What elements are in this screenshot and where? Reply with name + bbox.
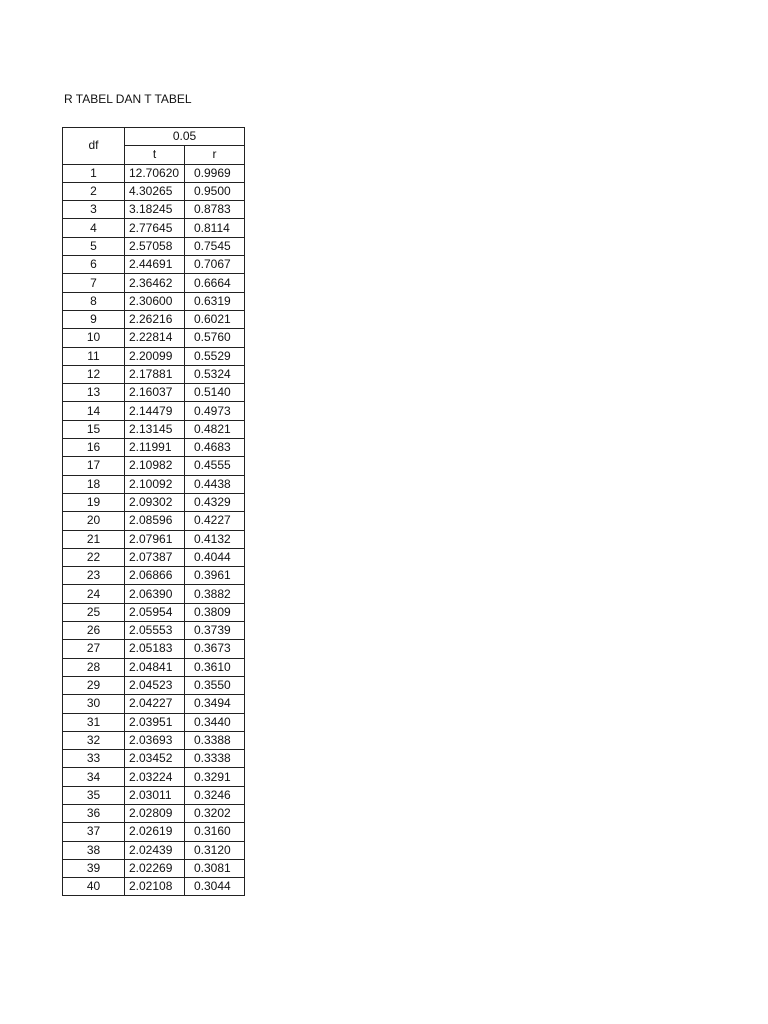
t-value-cell: 2.06866 bbox=[125, 567, 185, 585]
df-cell: 39 bbox=[63, 859, 125, 877]
table-row bbox=[63, 713, 245, 731]
t-value-cell: 2.11991 bbox=[125, 439, 185, 457]
table-row bbox=[63, 768, 245, 786]
df-cell: 26 bbox=[63, 622, 125, 640]
r-value-cell: 0.5760 bbox=[185, 329, 245, 347]
df-cell: 16 bbox=[63, 439, 125, 457]
t-value-cell: 2.02619 bbox=[125, 823, 185, 841]
r-value-cell: 0.3291 bbox=[185, 768, 245, 786]
t-value-cell: 3.18245 bbox=[125, 201, 185, 219]
t-value-cell: 2.77645 bbox=[125, 219, 185, 237]
r-value-cell: 0.6021 bbox=[185, 310, 245, 328]
t-value-cell: 2.30600 bbox=[125, 292, 185, 310]
r-value-cell: 0.4555 bbox=[185, 457, 245, 475]
table-row bbox=[63, 676, 245, 694]
t-value-cell: 2.26216 bbox=[125, 310, 185, 328]
df-cell: 14 bbox=[63, 402, 125, 420]
table-row bbox=[63, 237, 245, 255]
table-row bbox=[63, 640, 245, 658]
t-value-cell: 2.03452 bbox=[125, 750, 185, 768]
t-value-cell: 2.02809 bbox=[125, 804, 185, 822]
table-row bbox=[63, 274, 245, 292]
table-row bbox=[63, 182, 245, 200]
alpha-header: 0.05 bbox=[125, 128, 245, 146]
df-cell: 1 bbox=[63, 164, 125, 182]
t-value-cell: 2.09302 bbox=[125, 493, 185, 511]
table-row bbox=[63, 622, 245, 640]
t-value-cell: 2.03951 bbox=[125, 713, 185, 731]
r-value-cell: 0.4821 bbox=[185, 420, 245, 438]
df-cell: 4 bbox=[63, 219, 125, 237]
t-value-cell: 2.57058 bbox=[125, 237, 185, 255]
table-row bbox=[63, 329, 245, 347]
r-value-cell: 0.3882 bbox=[185, 585, 245, 603]
df-column-header: df bbox=[63, 128, 125, 165]
r-t-table bbox=[62, 127, 245, 896]
t-value-cell: 2.03693 bbox=[125, 731, 185, 749]
t-value-cell: 2.05183 bbox=[125, 640, 185, 658]
df-cell: 22 bbox=[63, 548, 125, 566]
r-value-cell: 0.6319 bbox=[185, 292, 245, 310]
df-cell: 8 bbox=[63, 292, 125, 310]
r-value-cell: 0.3739 bbox=[185, 622, 245, 640]
table-row bbox=[63, 603, 245, 621]
r-value-cell: 0.3610 bbox=[185, 658, 245, 676]
table-row bbox=[63, 420, 245, 438]
r-value-cell: 0.3440 bbox=[185, 713, 245, 731]
r-value-cell: 0.7067 bbox=[185, 256, 245, 274]
df-cell: 17 bbox=[63, 457, 125, 475]
r-value-cell: 0.4227 bbox=[185, 512, 245, 530]
df-cell: 28 bbox=[63, 658, 125, 676]
df-cell: 33 bbox=[63, 750, 125, 768]
r-value-cell: 0.4973 bbox=[185, 402, 245, 420]
t-value-cell: 2.05954 bbox=[125, 603, 185, 621]
t-value-cell: 12.70620 bbox=[125, 164, 185, 182]
table-row bbox=[63, 201, 245, 219]
r-value-cell: 0.3809 bbox=[185, 603, 245, 621]
df-cell: 32 bbox=[63, 731, 125, 749]
t-value-cell: 2.04841 bbox=[125, 658, 185, 676]
df-cell: 38 bbox=[63, 841, 125, 859]
table-row bbox=[63, 475, 245, 493]
t-value-cell: 2.14479 bbox=[125, 402, 185, 420]
df-cell: 13 bbox=[63, 384, 125, 402]
df-cell: 11 bbox=[63, 347, 125, 365]
t-value-cell: 2.02439 bbox=[125, 841, 185, 859]
t-value-cell: 4.30265 bbox=[125, 182, 185, 200]
r-value-cell: 0.3673 bbox=[185, 640, 245, 658]
r-value-cell: 0.3961 bbox=[185, 567, 245, 585]
r-value-cell: 0.8783 bbox=[185, 201, 245, 219]
df-cell: 19 bbox=[63, 493, 125, 511]
df-cell: 15 bbox=[63, 420, 125, 438]
r-value-cell: 0.4683 bbox=[185, 439, 245, 457]
table-row bbox=[63, 512, 245, 530]
r-column-header: r bbox=[185, 146, 245, 164]
df-cell: 27 bbox=[63, 640, 125, 658]
t-value-cell: 2.17881 bbox=[125, 365, 185, 383]
t-value-cell: 2.13145 bbox=[125, 420, 185, 438]
df-cell: 23 bbox=[63, 567, 125, 585]
df-cell: 9 bbox=[63, 310, 125, 328]
table-row bbox=[63, 439, 245, 457]
r-value-cell: 0.4329 bbox=[185, 493, 245, 511]
t-value-cell: 2.03224 bbox=[125, 768, 185, 786]
document-title: R TABEL DAN T TABEL bbox=[64, 92, 192, 106]
table-row bbox=[63, 164, 245, 182]
r-value-cell: 0.5529 bbox=[185, 347, 245, 365]
table-row bbox=[63, 256, 245, 274]
table-row bbox=[63, 585, 245, 603]
t-value-cell: 2.20099 bbox=[125, 347, 185, 365]
r-value-cell: 0.3044 bbox=[185, 878, 245, 896]
r-value-cell: 0.3081 bbox=[185, 859, 245, 877]
df-cell: 7 bbox=[63, 274, 125, 292]
df-cell: 12 bbox=[63, 365, 125, 383]
df-cell: 34 bbox=[63, 768, 125, 786]
r-value-cell: 0.3246 bbox=[185, 786, 245, 804]
t-value-cell: 2.36462 bbox=[125, 274, 185, 292]
df-cell: 36 bbox=[63, 804, 125, 822]
table-row bbox=[63, 347, 245, 365]
table-row bbox=[63, 878, 245, 896]
table-row bbox=[63, 750, 245, 768]
df-cell: 10 bbox=[63, 329, 125, 347]
table-row bbox=[63, 804, 245, 822]
table-row bbox=[63, 292, 245, 310]
df-cell: 37 bbox=[63, 823, 125, 841]
df-cell: 3 bbox=[63, 201, 125, 219]
r-value-cell: 0.3338 bbox=[185, 750, 245, 768]
table-row bbox=[63, 859, 245, 877]
table-row bbox=[63, 384, 245, 402]
df-cell: 31 bbox=[63, 713, 125, 731]
df-cell: 25 bbox=[63, 603, 125, 621]
t-value-cell: 2.07387 bbox=[125, 548, 185, 566]
t-value-cell: 2.04523 bbox=[125, 676, 185, 694]
t-column-header: t bbox=[125, 146, 185, 164]
t-value-cell: 2.06390 bbox=[125, 585, 185, 603]
df-cell: 20 bbox=[63, 512, 125, 530]
table-row bbox=[63, 493, 245, 511]
df-cell: 30 bbox=[63, 695, 125, 713]
table-row bbox=[63, 823, 245, 841]
table-row bbox=[63, 402, 245, 420]
r-value-cell: 0.3160 bbox=[185, 823, 245, 841]
table-row bbox=[63, 786, 245, 804]
df-cell: 5 bbox=[63, 237, 125, 255]
df-cell: 40 bbox=[63, 878, 125, 896]
table-row bbox=[63, 567, 245, 585]
df-cell: 35 bbox=[63, 786, 125, 804]
r-value-cell: 0.4438 bbox=[185, 475, 245, 493]
table-row bbox=[63, 310, 245, 328]
t-value-cell: 2.44691 bbox=[125, 256, 185, 274]
r-value-cell: 0.3388 bbox=[185, 731, 245, 749]
table-body bbox=[63, 164, 245, 896]
t-value-cell: 2.10982 bbox=[125, 457, 185, 475]
df-cell: 2 bbox=[63, 182, 125, 200]
r-value-cell: 0.5140 bbox=[185, 384, 245, 402]
t-value-cell: 2.07961 bbox=[125, 530, 185, 548]
table-row bbox=[63, 731, 245, 749]
table-row bbox=[63, 841, 245, 859]
t-value-cell: 2.02108 bbox=[125, 878, 185, 896]
t-value-cell: 2.05553 bbox=[125, 622, 185, 640]
df-cell: 29 bbox=[63, 676, 125, 694]
r-value-cell: 0.4132 bbox=[185, 530, 245, 548]
r-value-cell: 0.3550 bbox=[185, 676, 245, 694]
r-value-cell: 0.7545 bbox=[185, 237, 245, 255]
t-value-cell: 2.16037 bbox=[125, 384, 185, 402]
table-row bbox=[63, 365, 245, 383]
t-value-cell: 2.03011 bbox=[125, 786, 185, 804]
table-row bbox=[63, 548, 245, 566]
r-value-cell: 0.3120 bbox=[185, 841, 245, 859]
t-value-cell: 2.22814 bbox=[125, 329, 185, 347]
r-value-cell: 0.3494 bbox=[185, 695, 245, 713]
table-row bbox=[63, 219, 245, 237]
r-value-cell: 0.4044 bbox=[185, 548, 245, 566]
r-value-cell: 0.9969 bbox=[185, 164, 245, 182]
table-row bbox=[63, 457, 245, 475]
t-value-cell: 2.04227 bbox=[125, 695, 185, 713]
t-value-cell: 2.10092 bbox=[125, 475, 185, 493]
table-row bbox=[63, 530, 245, 548]
df-cell: 21 bbox=[63, 530, 125, 548]
t-value-cell: 2.08596 bbox=[125, 512, 185, 530]
r-value-cell: 0.8114 bbox=[185, 219, 245, 237]
t-value-cell: 2.02269 bbox=[125, 859, 185, 877]
df-cell: 24 bbox=[63, 585, 125, 603]
table-row bbox=[63, 695, 245, 713]
df-cell: 6 bbox=[63, 256, 125, 274]
r-value-cell: 0.3202 bbox=[185, 804, 245, 822]
table-row bbox=[63, 658, 245, 676]
df-cell: 18 bbox=[63, 475, 125, 493]
r-value-cell: 0.5324 bbox=[185, 365, 245, 383]
r-value-cell: 0.6664 bbox=[185, 274, 245, 292]
r-value-cell: 0.9500 bbox=[185, 182, 245, 200]
